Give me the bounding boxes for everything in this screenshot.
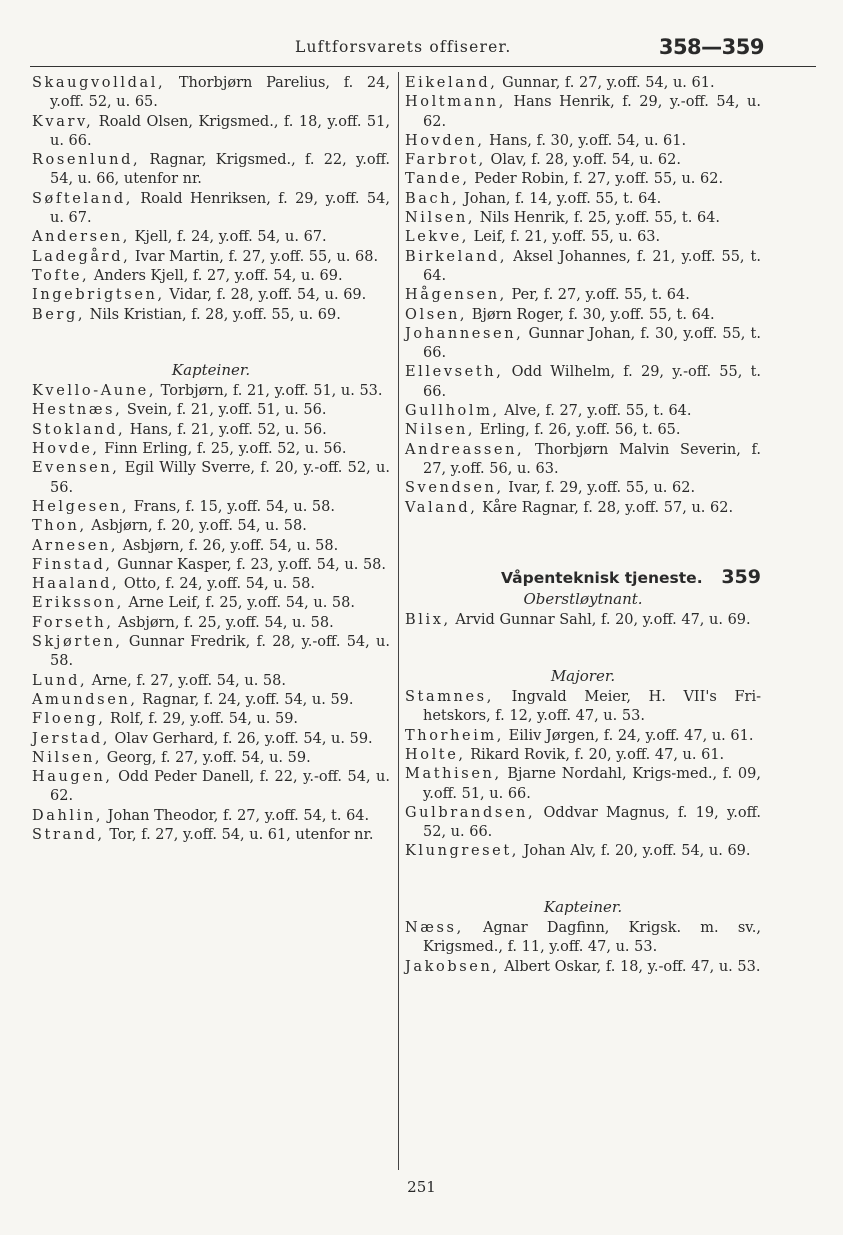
officer-surname: Hågensen, [405, 287, 507, 304]
section-title: Våpenteknisk tjeneste. [501, 568, 703, 587]
officer-details: Rolf, f. 29, y.off. 54, u. 59. [105, 711, 299, 728]
officer-details: Albert Oskar, f. 18, y.-off. 47, u. 53. [499, 958, 761, 975]
officer-surname: Arnesen, [32, 537, 119, 554]
officer-details: Bjørn Roger, f. 30, y.off. 55, t. 64. [467, 306, 715, 323]
officer-entry [405, 919, 761, 958]
officer-surname: Ladegård, [32, 248, 131, 265]
officer-entry [32, 401, 390, 420]
officer-entry [405, 151, 761, 170]
officer-surname: Thorheim, [405, 727, 504, 744]
officer-details: Svein, f. 21, y.off. 51, u. 56. [122, 402, 327, 419]
officer-surname: Klungreset, [405, 843, 519, 860]
officer-surname: Amundsen, [32, 691, 138, 708]
officer-details: Gunnar Fredrik, f. 28, y.-off. 54, u. 58. [50, 634, 390, 670]
officer-surname: Andreassen, [405, 441, 525, 458]
section-number: 359 [721, 565, 761, 588]
officer-surname: Rosenlund, [32, 152, 141, 169]
officer-details: Johan, f. 14, y.off. 55, t. 64. [459, 190, 662, 207]
officer-surname: Olsen, [405, 306, 468, 323]
running-title: Luftforsvarets offiserer. [295, 38, 512, 56]
officer-details: Gunnar, f. 27, y.off. 54, u. 61. [497, 75, 715, 91]
entry-list [405, 919, 761, 977]
officer-entry [32, 267, 390, 286]
officer-entry [32, 151, 390, 190]
section-heading-kapteiner: Kapteiner. [171, 360, 251, 379]
officer-details: Aksel Johannes, f. 21, y.off. 55, t. 64. [423, 248, 761, 284]
officer-entry [32, 633, 390, 672]
officer-details: Asbjørn, f. 25, y.off. 54, u. 58. [113, 614, 334, 631]
officer-entry [32, 248, 390, 267]
officer-entry [405, 746, 761, 765]
section-heading-oberstloytnant: Oberstløytnant. [523, 590, 643, 609]
officer-entry [32, 575, 390, 594]
officer-entry [32, 286, 390, 305]
column-divider [398, 72, 399, 1170]
page-range: 358—359 [658, 35, 764, 59]
officer-surname: Hovde, [32, 441, 100, 458]
officer-entry [405, 421, 761, 440]
officer-surname: Jakobsen, [405, 958, 500, 975]
officer-details: Vidar, f. 28, y.off. 54, u. 69. [164, 287, 367, 304]
officer-surname: Kvarv, [32, 113, 94, 130]
officer-entry [405, 93, 761, 132]
officer-details: Odd Peder Danell, f. 22, y.-off. 54, u. 62. [50, 769, 390, 805]
officer-entry [32, 306, 390, 325]
officer-entry [405, 363, 761, 402]
officer-entry [32, 113, 390, 152]
officer-entry [32, 730, 390, 749]
officer-entry [405, 611, 761, 630]
officer-surname: Hovden, [405, 132, 485, 149]
officer-surname: Dahlin, [32, 807, 104, 824]
right-column [405, 74, 761, 977]
officer-entry [405, 209, 761, 228]
officer-surname: Søfteland, [32, 190, 133, 207]
officer-entry [32, 74, 390, 113]
officer-details: Thorbjørn Parelius, f. 24, y.off. 52, u. 65. [50, 75, 390, 111]
officer-entry [405, 286, 761, 305]
left-column [32, 74, 390, 845]
officer-entry [405, 74, 761, 93]
officer-surname: Forseth, [32, 614, 114, 631]
officer-surname: Johannesen, [405, 325, 524, 342]
officer-entry [32, 768, 390, 807]
officer-surname: Eriksson, [32, 595, 124, 612]
officer-entry [405, 727, 761, 746]
officer-details: Otto, f. 24, y.off. 54, u. 58. [119, 576, 315, 593]
officer-surname: Stokland, [32, 421, 126, 438]
officer-surname: Svendsen, [405, 480, 504, 497]
officer-surname: Blix, [405, 612, 451, 629]
officer-details: Leif, f. 21, y.off. 55, u. 63. [468, 229, 661, 246]
officer-surname: Holtmann, [405, 94, 506, 111]
officer-details: Hans, f. 30, y.off. 54, u. 61. [484, 132, 687, 149]
officer-surname: Birkeland, [405, 248, 508, 265]
officer-surname: Mathisen, [405, 766, 502, 783]
page-number: 251 [407, 1178, 436, 1196]
officer-surname: Farbrot, [405, 152, 486, 169]
officer-surname: Næss, [405, 919, 464, 936]
section-heading-kapteiner-2: Kapteiner. [543, 897, 623, 916]
officer-entry [405, 804, 761, 843]
officer-entry [32, 228, 390, 247]
officer-surname: Floeng, [32, 711, 106, 728]
officer-details: Anders Kjell, f. 27, y.off. 54, u. 69. [89, 267, 343, 284]
officer-entry [32, 594, 390, 613]
officer-entry [405, 958, 761, 977]
officer-entry [32, 749, 390, 768]
officer-surname: Stamnes, [405, 689, 494, 706]
officer-entry [405, 842, 761, 861]
entry-list [32, 74, 390, 325]
officer-details: Arvid Gunnar Sahl, f. 20, y.off. 47, u. 69. [450, 612, 751, 629]
officer-surname: Finstad, [32, 556, 113, 573]
officer-details: Rikard Rovik, f. 20, y.off. 47, u. 61. [465, 746, 725, 763]
section-heading-majorer: Majorer. [550, 666, 616, 685]
officer-entry [32, 440, 390, 459]
officer-details: Kjell, f. 24, y.off. 54, u. 67. [129, 229, 327, 246]
officer-surname: Lekve, [405, 229, 469, 246]
officer-entry [405, 325, 761, 364]
officer-details: Agnar Dagfinn, Krigsk. m. sv., Krigsmed., f. 11, y.off. 47, u. 53. [423, 919, 761, 956]
officer-details: Hans, f. 21, y.off. 52, u. 56. [125, 421, 327, 438]
officer-details: Ivar Martin, f. 27, y.off. 55, u. 68. [130, 248, 379, 265]
officer-details: Johan Theodor, f. 27, y.off. 54, t. 64. [103, 807, 370, 824]
officer-entry [405, 688, 761, 727]
officer-surname: Eikeland, [405, 75, 498, 91]
officer-details: Ivar, f. 29, y.off. 55, u. 62. [503, 480, 696, 497]
officer-entry [405, 132, 761, 151]
officer-surname: Andersen, [32, 229, 130, 246]
officer-entry [405, 765, 761, 804]
officer-details: Roald Olsen, Krigsmed., f. 18, y.off. 51, u. 66. [50, 113, 390, 149]
officer-entry [405, 170, 761, 189]
officer-surname: Tofte, [32, 267, 90, 284]
officer-details: Roald Henriksen, f. 29, y.off. 54, u. 67. [50, 190, 390, 227]
officer-entry [32, 517, 390, 536]
officer-details: Hans Henrik, f. 29, y.-off. 54, u. 62. [423, 94, 761, 130]
officer-details: Per, f. 27, y.off. 55, t. 64. [506, 287, 690, 304]
officer-details: Ragnar, f. 24, y.off. 54, u. 59. [137, 691, 354, 708]
officer-details: Olav Gerhard, f. 26, y.off. 54, u. 59. [109, 730, 373, 747]
officer-details: Gunnar Kasper, f. 23, y.off. 54, u. 58. [112, 556, 387, 573]
officer-details: Arne Leif, f. 25, y.off. 54, u. 58. [123, 595, 355, 612]
officer-details: Erling, f. 26, y.off. 56, t. 65. [475, 422, 681, 439]
header-rule [30, 66, 816, 67]
officer-details: Johan Alv, f. 20, y.off. 54, u. 69. [519, 843, 751, 860]
officer-details: Asbjørn, f. 26, y.off. 54, u. 58. [118, 537, 339, 554]
officer-surname: Skjørten, [32, 634, 123, 651]
officer-entry [32, 382, 390, 401]
officer-details: Ingvald Meier, H. VII's Fri-hetskors, f. 12, y.off. 47, u. 53. [423, 689, 761, 725]
officer-entry [32, 190, 390, 229]
officer-entry [32, 614, 390, 633]
officer-surname: Helgesen, [32, 498, 130, 515]
officer-entry [32, 672, 390, 691]
officer-surname: Nilsen, [32, 749, 103, 766]
officer-entry [32, 826, 390, 845]
officer-surname: Lund, [32, 672, 88, 689]
officer-surname: Haaland, [32, 576, 120, 593]
officer-details: Olav, f. 28, y.off. 54, u. 62. [485, 152, 681, 169]
officer-details: Torbjørn, f. 21, y.off. 51, u. 53. [156, 383, 383, 400]
officer-surname: Nilsen, [405, 210, 476, 227]
section-heading-vapenteknisk [405, 565, 761, 588]
officer-entry [32, 710, 390, 729]
officer-details: Gunnar Johan, f. 30, y.off. 55, t. 66. [423, 325, 761, 362]
officer-surname: Skaugvolldal, [32, 75, 166, 91]
officer-entry [32, 556, 390, 575]
officer-surname: Tande, [405, 171, 470, 188]
officer-surname: Evensen, [32, 460, 120, 477]
officer-entry [405, 479, 761, 498]
officer-surname: Valand, [405, 499, 478, 516]
officer-details: Frans, f. 15, y.off. 54, u. 58. [129, 498, 335, 515]
entry-list [405, 688, 761, 862]
officer-entry [32, 537, 390, 556]
officer-details: Alve, f. 27, y.off. 55, t. 64. [499, 403, 692, 420]
officer-surname: Strand, [32, 826, 105, 843]
page-header [30, 32, 816, 66]
officer-entry [405, 402, 761, 421]
officer-entry [405, 441, 761, 480]
entry-list [32, 382, 390, 845]
officer-entry [32, 691, 390, 710]
officer-surname: Nilsen, [405, 422, 476, 439]
officer-surname: Haugen, [32, 769, 113, 786]
officer-details: Tor, f. 27, y.off. 54, u. 61, utenfor nr. [104, 826, 374, 843]
officer-entry [405, 190, 761, 209]
officer-details: Ragnar, Krigsmed., f. 22, y.off. 54, u. 66, utenfor nr. [50, 152, 390, 188]
officer-surname: Berg, [32, 306, 86, 323]
officer-entry [405, 306, 761, 325]
officer-entry [405, 499, 761, 518]
officer-entry [32, 807, 390, 826]
officer-surname: Hestnæs, [32, 402, 123, 419]
officer-entry [405, 228, 761, 247]
officer-details: Eiliv Jørgen, f. 24, y.off. 47, u. 61. [504, 727, 754, 744]
officer-surname: Ellevseth, [405, 364, 504, 381]
officer-details: Egil Willy Sverre, f. 20, y.-off. 52, u. 56. [50, 460, 390, 496]
officer-details: Oddvar Magnus, f. 19, y.off. 52, u. 66. [423, 804, 761, 841]
officer-details: Georg, f. 27, y.off. 54, u. 59. [102, 749, 311, 766]
officer-surname: Jerstad, [32, 730, 110, 747]
officer-details: Thorbjørn Malvin Severin, f. 27, y.off. 56, u. 63. [423, 441, 761, 477]
officer-entry [32, 459, 390, 498]
officer-details: Peder Robin, f. 27, y.off. 55, u. 62. [469, 171, 724, 188]
officer-surname: Bach, [405, 190, 460, 207]
officer-details: Finn Erling, f. 25, y.off. 52, u. 56. [99, 441, 347, 458]
officer-surname: Thon, [32, 518, 87, 535]
officer-entry [405, 248, 761, 287]
officer-details: Bjarne Nordahl, Krigs-med., f. 09, y.off. 51, u. 66. [423, 766, 761, 802]
entry-list [405, 611, 761, 630]
officer-details: Odd Wilhelm, f. 29, y.-off. 55, t. 66. [423, 364, 761, 400]
officer-details: Nils Henrik, f. 25, y.off. 55, t. 64. [475, 210, 721, 227]
officer-details: Arne, f. 27, y.off. 54, u. 58. [87, 672, 286, 689]
officer-surname: Kvello-Aune, [32, 383, 157, 400]
officer-details: Nils Kristian, f. 28, y.off. 55, u. 69. [85, 306, 341, 323]
officer-surname: Holte, [405, 746, 466, 763]
entry-list [405, 74, 761, 518]
officer-surname: Gullholm, [405, 403, 500, 420]
officer-entry [32, 498, 390, 517]
officer-surname: Gulbrandsen, [405, 804, 536, 821]
officer-surname: Ingebrigtsen, [32, 287, 165, 304]
officer-details: Kåre Ragnar, f. 28, y.off. 57, u. 62. [477, 499, 734, 516]
officer-entry [32, 421, 390, 440]
officer-details: Asbjørn, f. 20, y.off. 54, u. 58. [86, 518, 307, 535]
